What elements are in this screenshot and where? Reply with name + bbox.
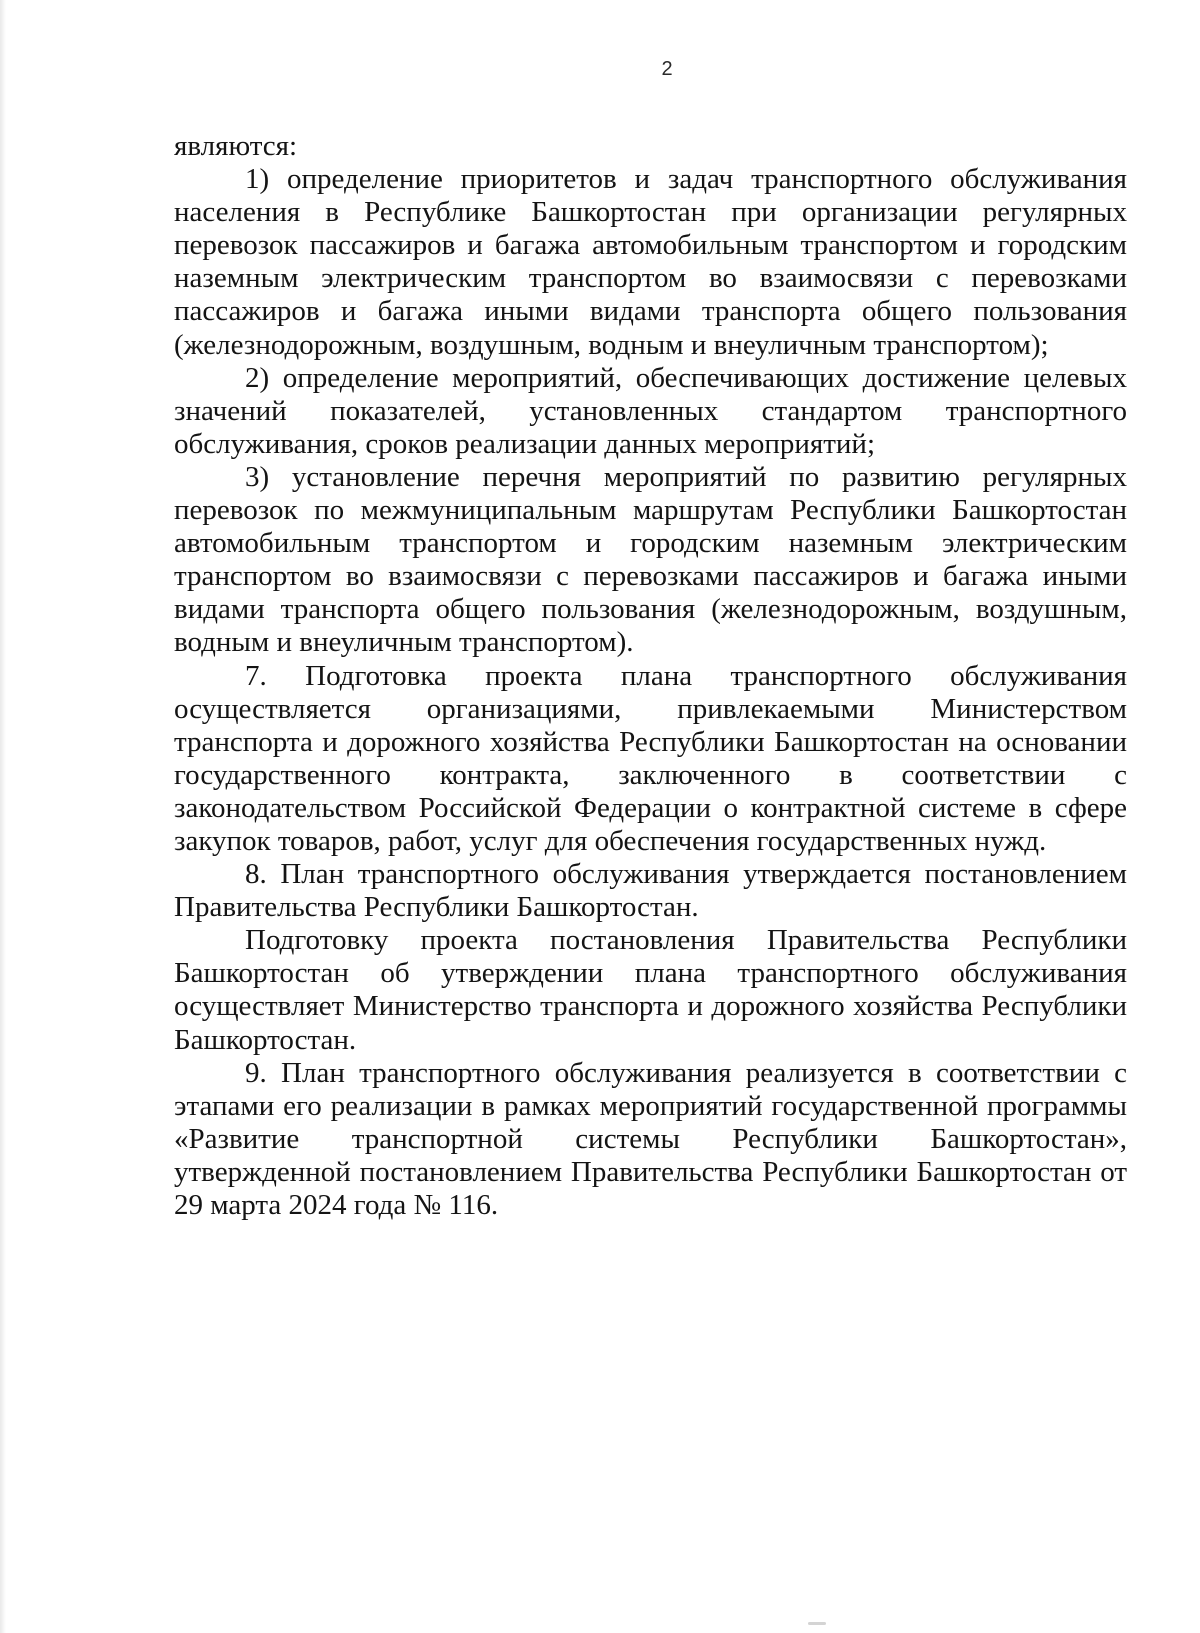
scan-artifact: [808, 1622, 826, 1625]
paragraph-item-3: 3) установление перечня мероприятий по развитию регулярных перевозок по межмуниципальным маршрутам Республики Башкортостан автомобильным транспортом и городским наземным электрическим транспортом во взаимосвязи с перевозками пассажиров и багажа иными видами транспорта общего пользования (железнодорожным, воздушным, водным и внеуличным транспортом).: [174, 460, 1127, 659]
paragraph-clause-7: 7. Подготовка проекта плана транспортного обслуживания осуществляется организациями, привлекаемыми Министерством транспорта и дорожного хозяйства Республики Башкортостан на основании государственного контракта, заключенного в соответствии с законодательством Российской Федерации о контрактной системе в сфере закупок товаров, работ, услуг для обеспечения государственных нужд.: [174, 659, 1127, 857]
paragraph-clause-9: 9. План транспортного обслуживания реализуется в соответствии с этапами его реализации в рамках мероприятий государственной программы «Развитие транспортной системы Республики Башкортостан», утвержденной постановлением Правительства Республики Башкортостан от 29 марта 2024 года № 116.: [174, 1056, 1127, 1221]
paragraph-clause-8-preparation: Подготовку проекта постановления Правительства Республики Башкортостан об утверждении плана транспортного обслуживания осуществляет Министерство транспорта и дорожного хозяйства Республики Башкортостан.: [174, 924, 1127, 1056]
paragraph-item-2: 2) определение мероприятий, обеспечивающих достижение целевых значений показателей, установленных стандартом транспортного обслуживания, сроков реализации данных мероприятий;: [174, 361, 1127, 460]
scan-edge: [0, 0, 6, 1633]
page-number: 2: [661, 58, 673, 80]
paragraph-item-1: 1) определение приоритетов и задач транспортного обслуживания населения в Республике Башкортостан при организации регулярных перевозок пассажиров и багажа автомобильным транспортом и городским наземным электрическим транспортом во взаимосвязи с перевозками пассажиров и багажа иными видами транспорта общего пользования (железнодорожным, воздушным, водным и внеуличным транспортом);: [174, 163, 1127, 361]
paragraph-clause-8: 8. План транспортного обслуживания утверждается постановлением Правительства Республики Башкортостан.: [174, 858, 1127, 924]
document-body: [174, 130, 1127, 1222]
paragraph-intro: являются:: [174, 130, 298, 162]
